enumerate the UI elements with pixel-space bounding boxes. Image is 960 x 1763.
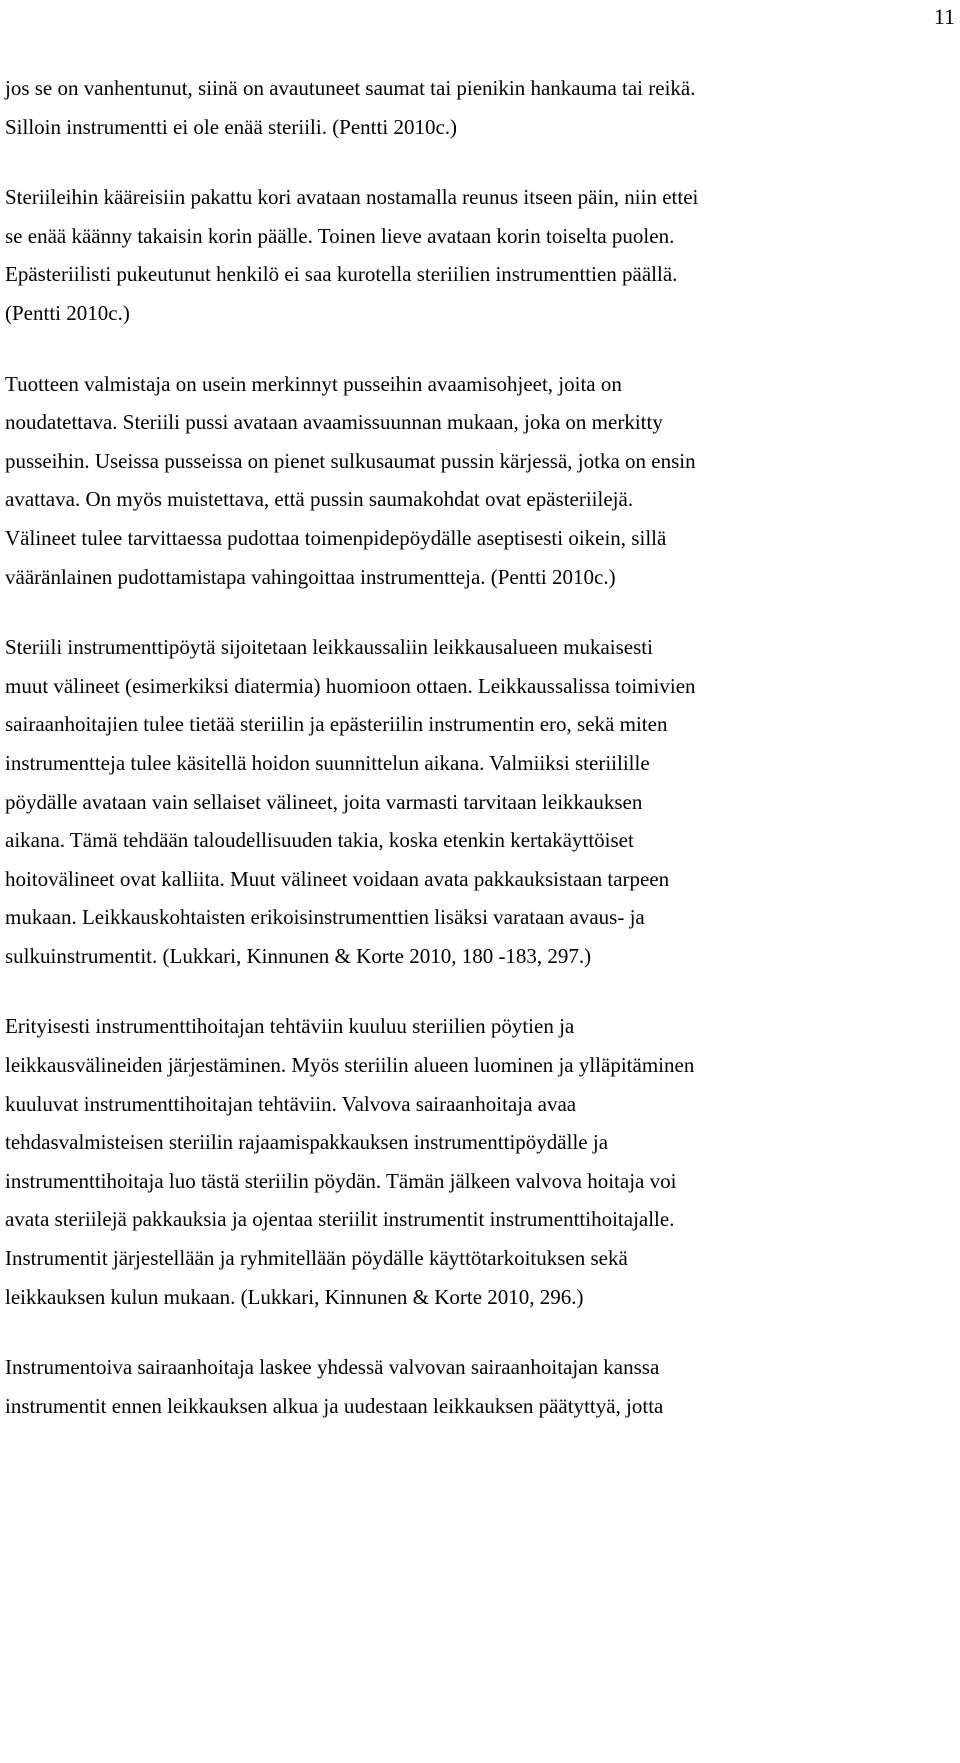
text-line: noudatettava. Steriili pussi avataan avaamissuunnan mukaan, joka on merkitty (5, 410, 663, 435)
text-line: aikana. Tämä tehdään taloudellisuuden takia, koska etenkin kertakäyttöiset (5, 828, 634, 853)
page-number: 11 (933, 4, 955, 29)
text-line: avata steriilejä pakkauksia ja ojentaa steriilit instrumentit instrumenttihoitajalle. (5, 1207, 675, 1232)
text-line: instrumentit ennen leikkauksen alkua ja uudestaan leikkauksen päätyttyä, jotta (5, 1393, 664, 1418)
text-line: tehdasvalmisteisen steriilin rajaamispakkauksen instrumenttipöydälle ja (5, 1130, 609, 1155)
text-line: instrumentteja tulee käsitellä hoidon suunnittelun aikana. Valmiiksi steriilille (5, 750, 650, 775)
paragraph-2 (5, 178, 955, 332)
text-line: Erityisesti instrumenttihoitajan tehtäviin kuuluu steriilien pöytien ja (5, 1014, 575, 1039)
text-line: kuuluvat instrumenttihoitajan tehtäviin. Valvova sairaanhoitaja avaa (5, 1091, 577, 1116)
text-line: instrumenttihoitaja luo tästä steriilin pöydän. Tämän jälkeen valvova hoitaja voi (5, 1168, 677, 1193)
text-line: vääränlainen pudottamistapa vahingoittaa instrumentteja. (Pentti 2010c.) (5, 564, 616, 589)
text-line: Steriili instrumenttipöytä sijoitetaan leikkaussaliin leikkausalueen mukaisesti (5, 635, 653, 660)
text-line: se enää käänny takaisin korin päälle. Toinen lieve avataan korin toiselta puolen. (5, 223, 675, 248)
text-line: sairaanhoitajien tulee tietää steriilin ja epästeriilin instrumentin ero, sekä miten (5, 712, 668, 737)
text-line: Silloin instrumentti ei ole enää steriili. (Pentti 2010c.) (5, 114, 458, 139)
text-line: Steriileihin kääreisiin pakattu kori avataan nostamalla reunus itseen päin, niin ettei (5, 185, 699, 210)
text-line: mukaan. Leikkauskohtaisten erikoisinstrumenttien lisäksi varataan avaus- ja (5, 905, 645, 930)
text-line: muut välineet (esimerkiksi diatermia) huomioon ottaen. Leikkaussalissa toimivien (5, 673, 696, 698)
text-line: avattava. On myös muistettava, että pussin saumakohdat ovat epästeriilejä. (5, 487, 634, 512)
text-line: (Pentti 2010c.) (5, 300, 130, 325)
text-line: Välineet tulee tarvittaessa pudottaa toimenpidepöydälle aseptisesti oikein, sillä (5, 525, 667, 550)
text-line: Instrumentit järjestellään ja ryhmitellään pöydälle käyttötarkoituksen sekä (5, 1246, 628, 1271)
text-line: hoitovälineet ovat kalliita. Muut välineet voidaan avata pakkauksistaan tarpeen (5, 866, 670, 891)
text-line: leikkausvälineiden järjestäminen. Myös steriilin alueen luominen ja ylläpitäminen (5, 1053, 695, 1078)
paragraph-6 (5, 1348, 955, 1425)
paragraph-1 (5, 69, 955, 146)
text-line: jos se on vanhentunut, siinä on avautuneet saumat tai pienikin hankauma tai reikä. (5, 76, 696, 100)
text-line: Epästeriilisti pukeutunut henkilö ei saa kurotella steriilien instrumenttien päällä. (5, 262, 678, 287)
text-line: pöydälle avataan vain sellaiset välineet, joita varmasti tarvitaan leikkauksen (5, 789, 643, 814)
text-line: pusseihin. Useissa pusseissa on pienet sulkusaumat pussin kärjessä, jotka on ensin (5, 448, 696, 473)
body-text (5, 69, 955, 1457)
text-line: sulkuinstrumentit. (Lukkari, Kinnunen & Korte 2010, 180 -183, 297.) (5, 943, 592, 968)
paragraph-5 (5, 1007, 955, 1316)
text-line: Tuotteen valmistaja on usein merkinnyt pusseihin avaamisohjeet, joita on (5, 371, 622, 396)
paragraph-3 (5, 365, 955, 597)
paragraph-4 (5, 628, 955, 975)
text-line: Instrumentoiva sairaanhoitaja laskee yhdessä valvovan sairaanhoitajan kanssa (5, 1355, 660, 1380)
text-line: leikkauksen kulun mukaan. (Lukkari, Kinnunen & Korte 2010, 296.) (5, 1284, 584, 1309)
